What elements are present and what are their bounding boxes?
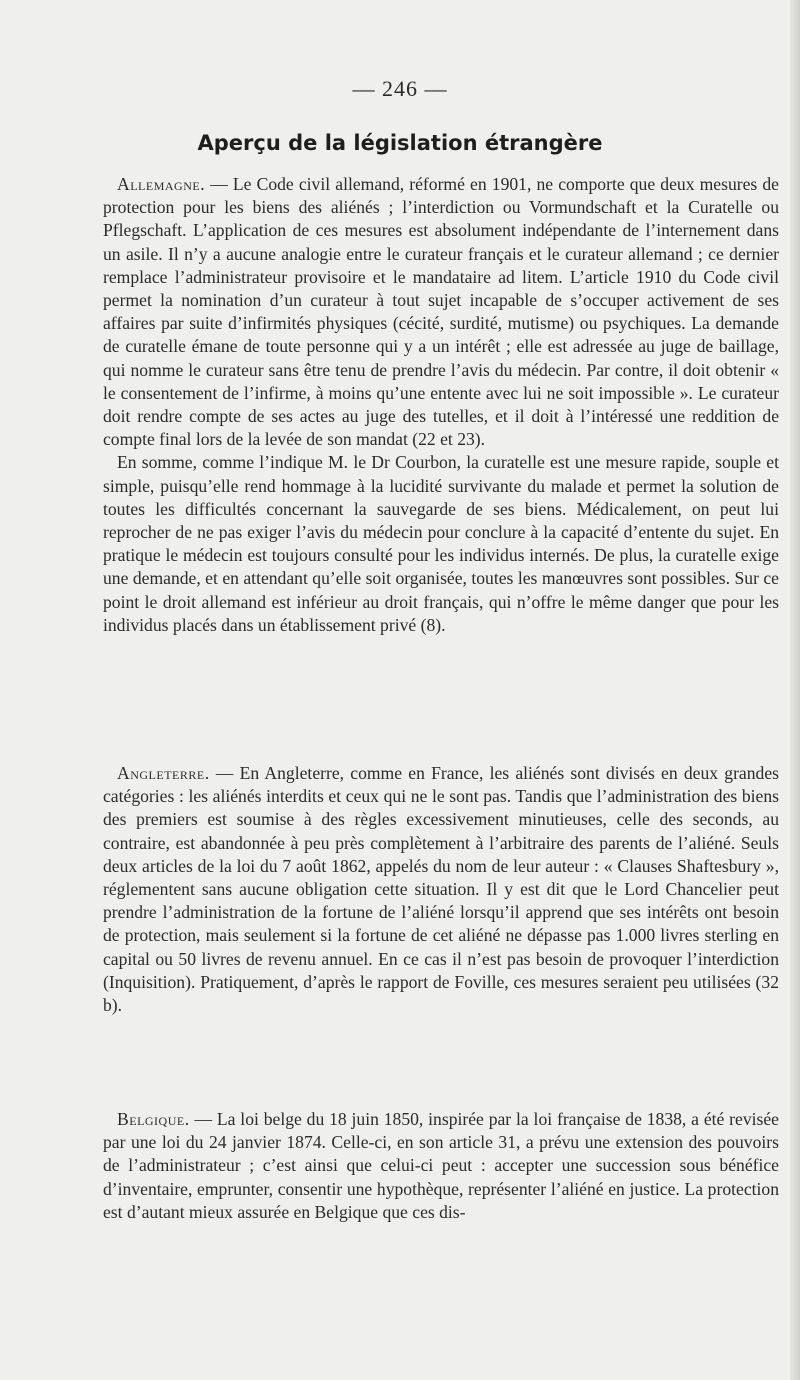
- paragraph: [103, 1108, 779, 1224]
- section-belgique: [103, 1108, 779, 1224]
- section-title: Aperçu de la législation étrangère: [197, 131, 603, 155]
- page-number: — 246 —: [352, 76, 448, 101]
- paragraph-text: — La loi belge du 18 juin 1850, inspirée par la loi française de 1838, a été revisée par une loi du 24 janvier 1874. Celle-ci, en son article 31, a prévu une extension des pouvoirs de l’administrateur ; c’est ainsi que celui-ci peut : accepter une succession sous bénéfice d’inventaire, emprunter, consentir une hypothèque, représenter l’aliéné en justice. La protection est d’autant mieux assurée en Belgique que ces dis-: [103, 1109, 779, 1222]
- section-allemagne: [103, 173, 779, 637]
- country-heading: Allemagne.: [117, 174, 206, 194]
- paragraph-text: — Le Code civil allemand, réformé en 1901, ne comporte que deux mesures de protection pour les biens des aliénés ; l’interdiction ou Vormundschaft et la Curatelle ou Pflegschaft. L’application de ces mesures est absolument indépendante de l’internement dans un asile. Il n’y a aucune analogie entre le curateur français et le curateur allemand ; ce dernier remplace l’administrateur provisoire et le mandataire ad litem. L’article 1910 du Code civil permet la nomination d’un curateur à tout sujet incapable de s’occuper activement de ses affaires par suite d’infirmités physiques (cécité, surdité, mutisme) ou psychiques. La demande de curatelle émane de toute personne qui y a un intérêt ; elle est adressée au juge de baillage, qui nomme le curateur sans être tenu de prendre l’avis du médecin. Par contre, il doit obtenir « le consentement de l’infirme, à moins qu’une entente avec lui ne soit impossible ». Le curateur doit rendre compte de ses actes au juge des tutelles, et il doit à l’intéressé une reddition de compte final lors de la levée de son mandat (22 et 23).: [103, 174, 779, 450]
- country-heading: Belgique.: [117, 1109, 190, 1129]
- paragraph: [103, 173, 779, 451]
- paragraph: En somme, comme l’indique M. le Dr Courbon, la curatelle est une mesure rapide, souple et simple, puisqu’elle rend hommage à la lucidité survivante du malade et permet la solution de toutes les difficultés concernant la sauvegarde de ses biens. Médicalement, on peut lui reprocher de ne pas exiger l’avis du médecin pour conclure à la capacité d’entente du sujet. En pratique le médecin est toujours consulté pour les individus internés. De plus, la curatelle exige une demande, et en attendant qu’elle soit organisée, toutes les manœuvres sont possibles. Sur ce point le droit allemand est inférieur au droit français, qui n’offre le même danger que pour les individus placés dans un établissement privé (8).: [103, 452, 779, 635]
- page-edge-shadow: [790, 0, 800, 1380]
- paragraph-text: — En Angleterre, comme en France, les aliénés sont divisés en deux grandes catégories : les aliénés interdits et ceux qui ne le sont pas. Tandis que l’administration des biens des premiers est soumise à des règles excessivement minutieuses, celle des seconds, au contraire, est abandonnée à peu près complètement à l’arbitraire des parents de l’aliéné. Seuls deux articles de la loi du 7 août 1862, appelés du nom de leur auteur : « Clauses Shaftesbury », réglementent sans aucune obligation cette situation. Il y est dit que le Lord Chancelier peut prendre l’administration de la fortune de l’aliéné lorsqu’il apprend que ses intérêts ont besoin de protection, mais seulement si la fortune de cet aliéné ne dépasse pas 1.000 livres sterling en capital ou 50 livres de revenu annuel. En ce cas il n’est pas besoin de provoquer l’interdiction (Inquisition). Pratiquement, d’après le rapport de Foville, ces mesures seraient peu utilisées (32 b).: [103, 763, 779, 1016]
- country-heading: Angleterre.: [117, 763, 210, 783]
- section-angleterre: [103, 762, 779, 1017]
- paragraph: [103, 762, 779, 1017]
